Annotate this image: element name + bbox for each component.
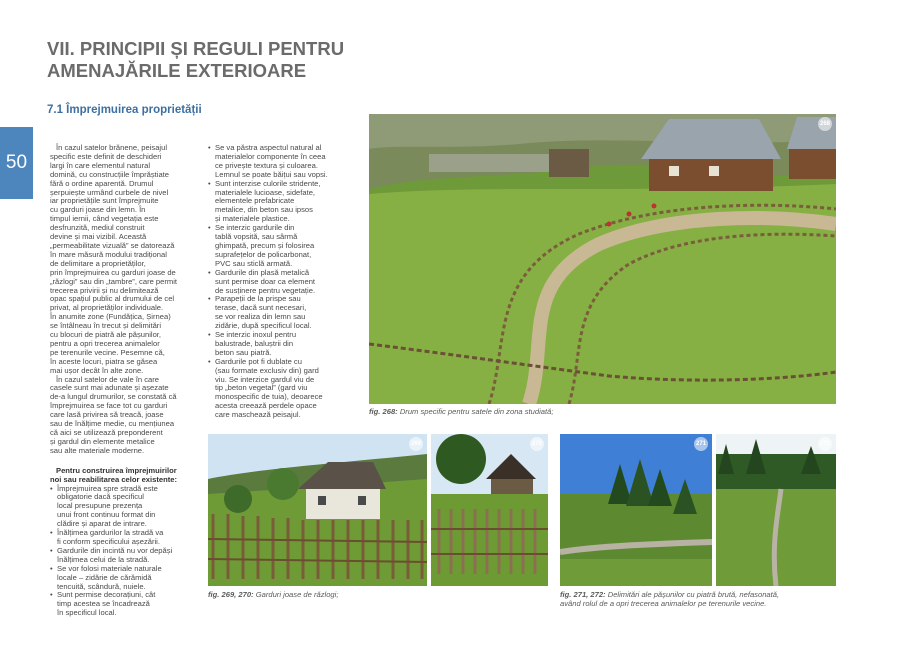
chapter-title-line1: VII. PRINCIPII ȘI REGULI PENTRU: [47, 38, 345, 59]
picket-fence-image: [431, 434, 548, 586]
text-column-left: [50, 144, 198, 618]
figure-number-badge: 271: [694, 437, 708, 451]
caption-fig-269-270: [208, 590, 338, 599]
text-line: și materialele plastice.: [215, 214, 290, 224]
text-line: terase, dacă sunt necesari,: [215, 303, 307, 313]
house-fence-image: [208, 434, 427, 586]
text-line: tencuită, scândură, nuiele.: [57, 581, 146, 591]
caption-text: Delimitări ale pășunilor cu piatră brută, nefasonată,: [605, 590, 780, 599]
photo-fig-272: [716, 434, 836, 586]
text-line: „permeabilitate vizuală” se datorează: [50, 240, 175, 250]
stone-boundary-image: [716, 434, 836, 586]
photo-fig-271: [560, 434, 712, 586]
text-line: Sunt permise decorațiuni, cât: [57, 590, 156, 600]
paragraph-landscape: [50, 144, 198, 376]
text-line: casele sunt mai adunate și așezate: [50, 383, 169, 393]
list-item: [208, 144, 366, 180]
text-line: Gardurile din incintă nu vor depăși: [57, 545, 173, 555]
caption-fig-271-272: [560, 590, 779, 608]
text-line: În cazul satelor de vale în care: [56, 374, 159, 384]
text-line: specific este definit de deschideri: [50, 151, 162, 161]
text-line: Împrejmuirea spre stradă este: [57, 483, 158, 493]
text-line: clădire și aparat de intrare.: [57, 519, 147, 529]
text-line: fără o ordine aparentă. Drumul: [50, 178, 154, 188]
text-line: (sau formate exclusiv din) gard: [215, 365, 319, 375]
text-line: devine și mai vizibil. Această: [50, 232, 147, 242]
text-line: monospecific de tuia), deoarece: [215, 392, 323, 402]
text-line: cu garduri joase din lemn. În: [50, 205, 146, 215]
text-line: balustrade, baluștrii din: [215, 338, 294, 348]
list-item: [208, 358, 366, 420]
text-line: cu blocuri de piatră ale pășunilor,: [50, 330, 162, 340]
text-line: pentru a opri trecerea animalelor: [50, 338, 160, 348]
text-line: Se va păstra aspectul natural al: [215, 143, 322, 152]
page-number-tab: 50: [0, 127, 33, 199]
text-line: tip „beton vegetal” (gard viu: [215, 383, 308, 393]
text-line: viu. Se interzice gardul viu de: [215, 374, 315, 384]
text-line: Pentru construirea împrejmuirilor: [56, 465, 177, 475]
caption-label: fig. 271, 272:: [560, 590, 606, 599]
text-line: privat, al proprietăților individuale.: [50, 303, 164, 313]
text-line: desfrunzită, mediul construit: [50, 223, 145, 233]
text-line: acesta creează perdele opace: [215, 401, 317, 411]
photo-fig-268: [369, 114, 836, 404]
text-line: Înălțimea gardurilor la stradă va: [57, 528, 164, 538]
text-line: care lasă privirea să treacă, joase: [50, 410, 164, 420]
text-line: împrejmuirea se face tot cu garduri: [50, 401, 168, 411]
list-item: [50, 529, 198, 547]
section-title: 7.1 Împrejmuirea proprietății: [47, 104, 202, 116]
text-line: materialelor componente în ceea: [215, 151, 326, 161]
text-line: Se vor folosi materiale naturale: [57, 563, 162, 573]
rules-list-right: [208, 144, 366, 420]
text-line: timpul iernii, când vegetația este: [50, 214, 159, 224]
text-line: tablă vopsită, sau sârmă: [215, 232, 298, 242]
text-line: În anumite zone (Fundățica, Șirnea): [50, 312, 171, 322]
figure-number-badge: 272: [818, 437, 832, 451]
text-line: unui front continuu format din: [57, 510, 156, 520]
list-item: [50, 547, 198, 565]
paragraph-valley-villages: [50, 376, 198, 456]
text-line: fi conform specificului așezării.: [57, 536, 160, 546]
text-line: de delimitare a proprietăților,: [50, 258, 146, 268]
text-line: Se interzic inoxul pentru: [215, 330, 297, 340]
text-line: sau de înălțime medie, cu mențiunea: [50, 419, 175, 429]
text-line: largi în care elementul natural: [50, 160, 151, 170]
text-line: Se interzic gardurile din: [215, 223, 295, 233]
text-line: Gardurile pot fi dublate cu: [215, 356, 302, 366]
text-line: metalice, din beton sau ipsos: [215, 205, 313, 215]
text-column-right: [208, 144, 366, 420]
text-line: înălțimea celui de la stradă.: [57, 554, 150, 564]
list-item: [208, 295, 366, 331]
text-line: zidărie, după specificul local.: [215, 321, 312, 331]
text-line: În cazul satelor brănene, peisajul: [56, 143, 168, 152]
rules-heading: [50, 467, 198, 485]
text-line: se întâlneau în trecut și delimitări: [50, 321, 162, 331]
text-line: șerpuiește urmând curbele de nivel: [50, 187, 169, 197]
list-item: [208, 224, 366, 269]
caption-text: având rolul de a opri trecerea animalelor pe terenurile vecine.: [560, 599, 767, 608]
text-line: trecerea privirii și nu delimitează: [50, 285, 159, 295]
text-line: Parapeții de la prispe sau: [215, 294, 301, 304]
list-item: [208, 331, 366, 358]
stone-wall-image: [560, 434, 712, 586]
text-line: local presupune prezența: [57, 501, 143, 511]
text-line: care maschează peisajul.: [215, 410, 301, 420]
text-line: de-a lungul drumurilor, se constată că: [50, 392, 177, 402]
text-line: timp acestea se încadrează: [57, 599, 150, 609]
text-line: ghimpată, precum și folosirea: [215, 240, 315, 250]
text-line: ce privește textura și culoarea.: [215, 160, 318, 170]
text-line: noi sau reabilitarea celor existente:: [50, 474, 178, 484]
text-line: elementele prefabricate: [215, 196, 295, 206]
text-line: Gardurile din plasă metalică: [215, 267, 310, 277]
caption-fig-268: [369, 407, 553, 416]
text-line: mai ușor decât în alte zone.: [50, 365, 144, 375]
text-line: în aceste locuri, piatra se găsea: [50, 356, 158, 366]
text-line: se vor realiza din lemn sau: [215, 312, 306, 322]
text-line: PVC sau sticlă armată.: [215, 258, 293, 268]
figure-number-badge: 269: [409, 437, 423, 451]
text-line: că aici se utilizează preponderent: [50, 428, 163, 437]
text-line: materialele lucioase, sidefate,: [215, 187, 316, 197]
rules-list-left: [50, 485, 198, 619]
list-item: [50, 565, 198, 592]
text-line: prin împrejmuirea cu garduri joase de: [50, 267, 176, 277]
chapter-title: [47, 38, 407, 82]
list-item: [208, 269, 366, 296]
text-line: obligatorie dacă specificul: [57, 492, 144, 502]
text-line: „răzlogi” sau din „tambre”, care permit: [50, 276, 178, 286]
list-item: [208, 180, 366, 225]
caption-text: Garduri joase de răzlogi;: [253, 590, 339, 599]
text-line: Lemnul se poate băițui sau vopsi.: [215, 169, 328, 179]
text-line: în specificul local.: [57, 608, 117, 618]
text-line: pe terenurile vecine. Pesemne că,: [50, 347, 165, 357]
caption-label: fig. 268:: [369, 407, 398, 416]
figure-number-badge: 268: [818, 117, 832, 131]
text-line: locale – zidărie de cărămidă: [57, 572, 152, 582]
photo-fig-270: [431, 434, 548, 586]
text-line: iar proprietățile sunt împrejmuite: [50, 196, 159, 206]
text-line: Sunt interzise culorile stridente,: [215, 178, 321, 188]
text-line: de susținere pentru vegetație.: [215, 285, 316, 295]
text-line: în mare măsură modului tradițional: [50, 249, 167, 259]
figure-number-badge: 270: [530, 437, 544, 451]
caption-label: fig. 269, 270:: [208, 590, 254, 599]
text-line: suprafețelor de policarbonat,: [215, 249, 312, 259]
text-line: și gardul din elemente metalice: [50, 436, 155, 446]
caption-text: Drum specific pentru satele din zona studiată;: [397, 407, 554, 416]
text-line: domină, cu construcțiile împrăștiate: [50, 169, 170, 179]
chapter-title-line2: AMENAJĂRILE EXTERIOARE: [47, 60, 307, 81]
text-line: opac spațiul public al drumului de cel: [50, 294, 175, 304]
text-line: sau alte materiale moderne.: [50, 445, 145, 455]
list-item: [50, 591, 198, 618]
text-line: beton sau piatră.: [215, 347, 272, 357]
text-line: sunt permise doar ca element: [215, 276, 316, 286]
pasture-road-image: [369, 114, 836, 404]
list-item: [50, 485, 198, 530]
photo-fig-269: [208, 434, 427, 586]
